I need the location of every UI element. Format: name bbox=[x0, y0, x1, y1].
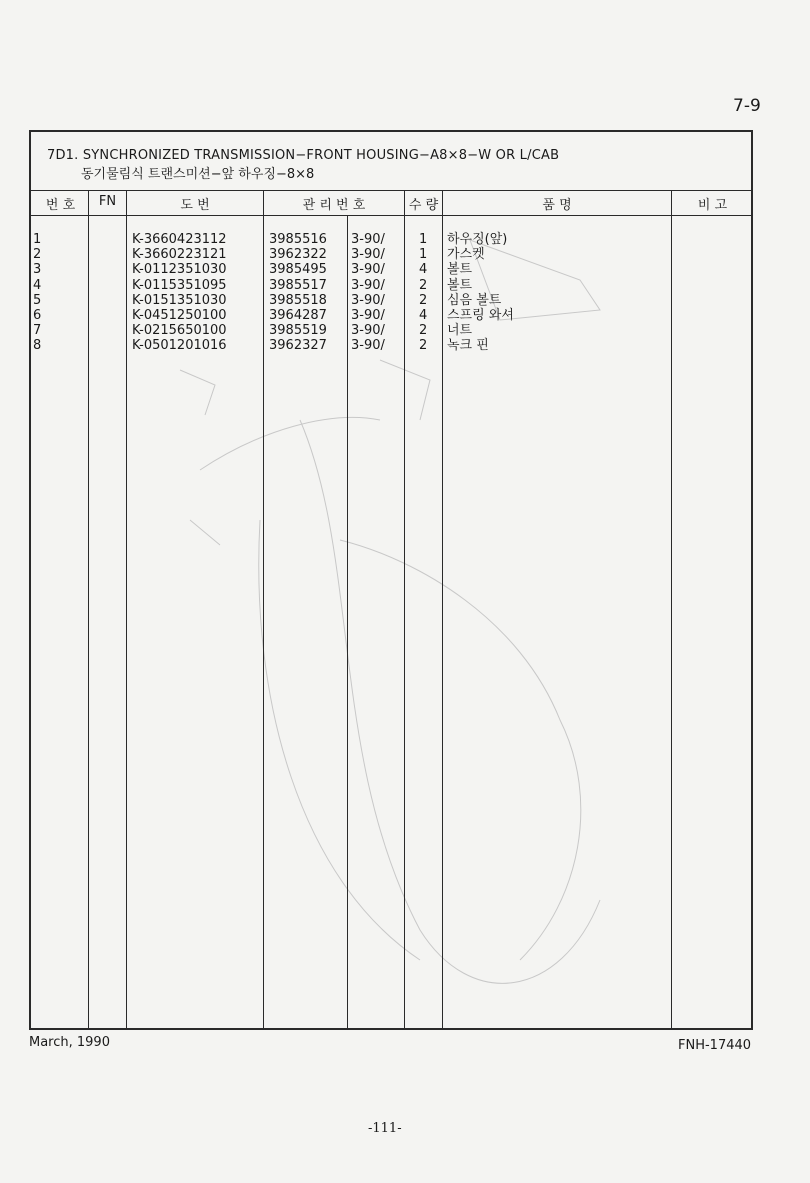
cell-part-name: 너트 bbox=[447, 323, 473, 339]
cell-drawing-no: K-0151351030 bbox=[132, 292, 227, 308]
column-mgmt-date bbox=[351, 232, 385, 354]
header-no: 번 호 bbox=[45, 198, 76, 213]
cell-mgmt-date: 3-90/ bbox=[351, 247, 385, 263]
column-mgmt-code bbox=[269, 232, 327, 354]
cell-mgmt-code: 3985519 bbox=[269, 323, 327, 339]
cell-mgmt-date: 3-90/ bbox=[351, 277, 385, 293]
column-no bbox=[33, 232, 41, 354]
cell-part-name: 볼트 bbox=[447, 262, 473, 278]
parts-table-frame bbox=[29, 130, 753, 1030]
cell-mgmt-date: 3-90/ bbox=[351, 338, 385, 354]
cell-mgmt-code: 3962327 bbox=[269, 338, 327, 354]
header-qty: 수 량 bbox=[408, 198, 439, 213]
cell-qty: 2 bbox=[419, 338, 428, 354]
cell-qty: 2 bbox=[419, 323, 428, 339]
footer-page-number: -111- bbox=[368, 1121, 402, 1136]
cell-qty: 4 bbox=[419, 307, 428, 323]
column-divider bbox=[404, 190, 405, 1028]
cell-no: 8 bbox=[33, 338, 42, 354]
cell-mgmt-code: 3985495 bbox=[269, 262, 327, 278]
cell-qty: 2 bbox=[419, 277, 428, 293]
cell-mgmt-date: 3-90/ bbox=[351, 262, 385, 278]
header-top-rule bbox=[31, 190, 751, 191]
cell-qty: 2 bbox=[419, 292, 428, 308]
column-divider bbox=[671, 190, 672, 1028]
footer-doc-code: FNH-17440 bbox=[678, 1038, 752, 1053]
column-divider bbox=[88, 190, 89, 1028]
cell-mgmt-code: 3985518 bbox=[269, 292, 327, 308]
cell-part-name: 스프링 와셔 bbox=[447, 307, 514, 323]
cell-part-name: 심음 볼트 bbox=[447, 292, 502, 308]
cell-mgmt-code: 3985516 bbox=[269, 232, 327, 247]
cell-mgmt-code: 3985517 bbox=[269, 277, 327, 293]
cell-no: 1 bbox=[33, 232, 42, 247]
cell-mgmt-date: 3-90/ bbox=[351, 323, 385, 339]
column-drawing-no bbox=[132, 232, 227, 354]
cell-mgmt-date: 3-90/ bbox=[351, 307, 385, 323]
page-number: 7-9 bbox=[733, 96, 761, 116]
cell-qty: 1 bbox=[419, 247, 428, 263]
cell-mgmt-date: 3-90/ bbox=[351, 292, 385, 308]
cell-part-name: 가스켓 bbox=[447, 247, 485, 263]
cell-drawing-no: K-0112351030 bbox=[132, 262, 227, 278]
column-qty bbox=[419, 232, 427, 354]
header-mgmt-no: 관 리 번 호 bbox=[302, 198, 366, 213]
cell-no: 5 bbox=[33, 292, 42, 308]
cell-no: 7 bbox=[33, 323, 42, 339]
header-fn: FN bbox=[98, 194, 117, 209]
cell-part-name: 하우징(앞) bbox=[447, 232, 508, 247]
cell-no: 4 bbox=[33, 277, 42, 293]
cell-mgmt-date: 3-90/ bbox=[351, 232, 385, 247]
column-divider bbox=[442, 190, 443, 1028]
cell-drawing-no: K-3660223121 bbox=[132, 247, 227, 263]
footer-date: March, 1990 bbox=[29, 1035, 110, 1050]
column-divider bbox=[126, 190, 127, 1028]
cell-no: 6 bbox=[33, 307, 42, 323]
title-english: 7D1. SYNCHRONIZED TRANSMISSION−FRONT HOUSING−A8×8−W OR L/CAB bbox=[47, 148, 560, 163]
title-korean: 동기물림식 트랜스미션−앞 하우징−8×8 bbox=[81, 167, 315, 182]
cell-drawing-no: K-3660423112 bbox=[132, 232, 227, 247]
cell-drawing-no: K-0501201016 bbox=[132, 338, 227, 354]
cell-part-name: 녹크 핀 bbox=[447, 338, 489, 354]
cell-qty: 4 bbox=[419, 262, 428, 278]
header-drawing-no: 도 번 bbox=[180, 198, 210, 213]
cell-drawing-no: K-0115351095 bbox=[132, 277, 227, 293]
cell-mgmt-code: 3962322 bbox=[269, 247, 327, 263]
cell-qty: 1 bbox=[419, 232, 428, 247]
column-subdivider bbox=[347, 215, 348, 1028]
column-divider bbox=[263, 190, 264, 1028]
cell-drawing-no: K-0215650100 bbox=[132, 323, 227, 339]
header-part-name: 품 명 bbox=[542, 198, 572, 213]
cell-no: 2 bbox=[33, 247, 42, 263]
cell-mgmt-code: 3964287 bbox=[269, 307, 327, 323]
cell-drawing-no: K-0451250100 bbox=[132, 307, 227, 323]
header-bottom-rule bbox=[31, 215, 751, 216]
cell-part-name: 볼트 bbox=[447, 277, 473, 293]
header-remarks: 비 고 bbox=[697, 198, 728, 213]
cell-no: 3 bbox=[33, 262, 42, 278]
column-part-name bbox=[447, 232, 514, 354]
